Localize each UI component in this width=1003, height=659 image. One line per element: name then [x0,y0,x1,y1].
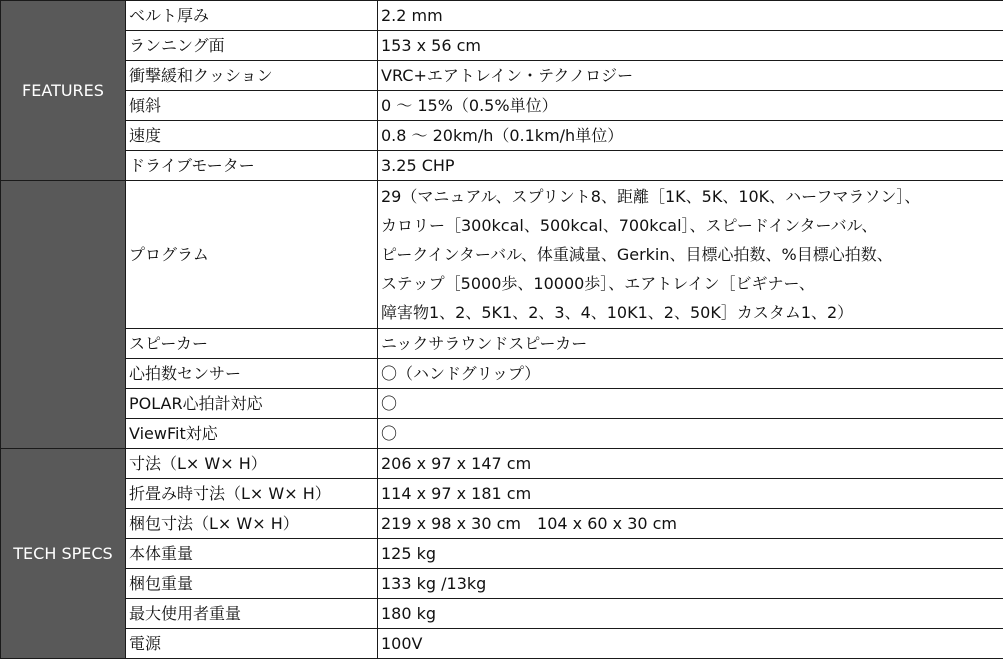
table-row [1,329,1003,359]
program-line: ステップ［5000歩、10000歩］、エアトレイン［ビギナー、 [381,269,999,298]
spec-value: ニックサラウンドスピーカー [378,329,1003,359]
spec-label: ベルト厚み [126,1,378,31]
spec-value: 206 x 97 x 147 cm [378,449,1003,479]
section-header-blank [1,181,126,449]
table-row [1,569,1003,599]
spec-value: 219 x 98 x 30 cm 104 x 60 x 30 cm [378,509,1003,539]
program-line: 29（マニュアル、スプリント8、距離［1K、5K、10K、ハーフマラソン］、 [381,182,999,211]
table-row [1,151,1003,181]
table-row [1,599,1003,629]
spec-value: 153 x 56 cm [378,31,1003,61]
section-header-tech-specs: TECH SPECS [1,449,126,659]
spec-value: 125 kg [378,539,1003,569]
table-row [1,449,1003,479]
spec-label: プログラム [126,181,378,329]
table-row [1,31,1003,61]
program-line: 障害物1、2、5K1、2、3、4、10K1、2、50K］カスタム1、2） [381,298,999,327]
section-header-features: FEATURES [1,1,126,181]
spec-value: 133 kg /13kg [378,569,1003,599]
table-row [1,509,1003,539]
spec-value: 114 x 97 x 181 cm [378,479,1003,509]
spec-label: 本体重量 [126,539,378,569]
table-row [1,91,1003,121]
program-line: ピークインターバル、体重減量、Gerkin、目標心拍数、%目標心拍数、 [381,240,999,269]
table-row [1,629,1003,659]
spec-label: 最大使用者重量 [126,599,378,629]
table-row [1,539,1003,569]
table-row [1,121,1003,151]
spec-label: スピーカー [126,329,378,359]
spec-value: 180 kg [378,599,1003,629]
spec-value: 3.25 CHP [378,151,1003,181]
table-row [1,1,1003,31]
spec-label: ランニング面 [126,31,378,61]
program-line: カロリー［300kcal、500kcal、700kcal］、スピードインターバル、 [381,211,999,240]
table-row [1,479,1003,509]
spec-value: 100V [378,629,1003,659]
spec-label: 梱包寸法（L× W× H） [126,509,378,539]
spec-value: 〇（ハンドグリップ） [378,359,1003,389]
program-list [378,181,1003,329]
spec-value: 2.2 mm [378,1,1003,31]
spec-label: ドライブモーター [126,151,378,181]
table-row [1,389,1003,419]
spec-value: 0.8 ～ 20km/h（0.1km/h単位） [378,121,1003,151]
spec-value: 0 ～ 15%（0.5%単位） [378,91,1003,121]
spec-label: 速度 [126,121,378,151]
spec-label: 電源 [126,629,378,659]
spec-label: 梱包重量 [126,569,378,599]
spec-label: ViewFit対応 [126,419,378,449]
spec-label: 傾斜 [126,91,378,121]
table-row [1,359,1003,389]
spec-value: 〇 [378,389,1003,419]
table-row [1,181,1003,329]
spec-label: 心拍数センサー [126,359,378,389]
table-row [1,61,1003,91]
spec-label: POLAR心拍計対応 [126,389,378,419]
spec-label: 折畳み時寸法（L× W× H） [126,479,378,509]
spec-label: 寸法（L× W× H） [126,449,378,479]
table-row [1,419,1003,449]
spec-value: 〇 [378,419,1003,449]
spec-value: VRC+エアトレイン・テクノロジー [378,61,1003,91]
spec-label: 衝撃緩和クッション [126,61,378,91]
